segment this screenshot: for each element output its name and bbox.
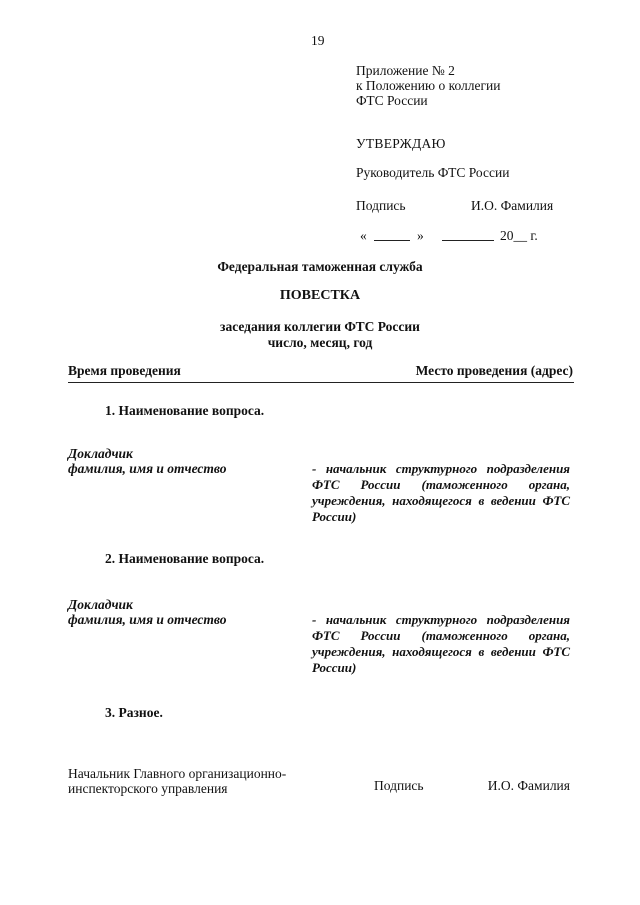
approver-name: И.О. Фамилия — [471, 198, 554, 213]
approver-position: Руководитель ФТС России — [356, 165, 510, 180]
appendix-line-1: Приложение № 2 — [356, 63, 455, 78]
date-month-blank — [442, 240, 494, 241]
footer-signature: Подпись — [374, 778, 424, 793]
item-2-speaker-name: фамилия, имя и отчество — [68, 612, 227, 627]
appendix-line-3: ФТС России — [356, 93, 428, 108]
item-1-speaker-name: фамилия, имя и отчество — [68, 461, 227, 476]
item-1-speaker-role: - начальник структурного подразделения ФТС России (таможенного органа, учреждения, находящегося в ведении ФТС России) — [312, 461, 570, 524]
date-close-quote: » — [417, 228, 424, 243]
service-name: Федеральная таможенная служба — [217, 259, 423, 274]
footer-position-line-1: Начальник Главного организационно- — [68, 766, 287, 781]
column-time: Время проведения — [68, 363, 181, 378]
column-place: Место проведения (адрес) — [415, 363, 573, 378]
item-1-speaker-label: Докладчик — [68, 446, 133, 461]
item-2-heading: 2. Наименование вопроса. — [105, 551, 265, 566]
document-title: ПОВЕСТКА — [279, 288, 361, 303]
page-number: 19 — [311, 33, 325, 48]
item-2-speaker-label: Докладчик — [68, 597, 133, 612]
header-divider — [68, 382, 574, 383]
document-subtitle-2: число, месяц, год — [267, 335, 373, 350]
date-day-blank — [374, 240, 410, 241]
document-subtitle-1: заседания коллегии ФТС России — [220, 319, 420, 334]
item-3-heading: 3. Разное. — [105, 705, 163, 720]
date-year: 20__ г. — [500, 228, 538, 243]
footer-position-line-2: инспекторского управления — [68, 781, 228, 796]
approve-heading: УТВЕРЖДАЮ — [356, 136, 446, 151]
date-open-quote: « — [360, 228, 367, 243]
item-2-speaker-role: - начальник структурного подразделения ФТС России (таможенного органа, учреждения, находящегося в ведении ФТС России) — [312, 612, 570, 675]
appendix-line-2: к Положению о коллегии — [356, 78, 501, 93]
approver-signature: Подпись — [356, 198, 406, 213]
item-1-heading: 1. Наименование вопроса. — [105, 403, 265, 418]
footer-name: И.О. Фамилия — [487, 778, 570, 793]
